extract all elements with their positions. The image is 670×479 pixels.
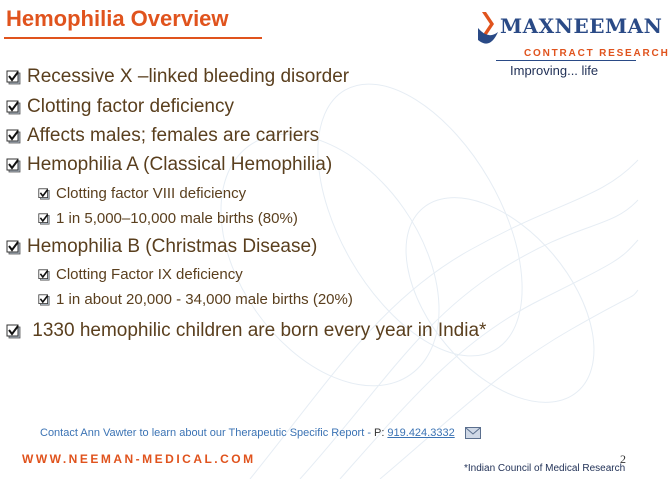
- bullet-item: [6, 96, 234, 118]
- phone-link[interactable]: 919.424.3332: [387, 427, 455, 439]
- contact-line: [40, 427, 481, 439]
- logo-name: MAXNEEMAN: [500, 14, 663, 38]
- bullet-text: Clotting factor VIII deficiency: [56, 185, 247, 202]
- title-underline: [4, 37, 262, 39]
- logo-tagline: Improving... life: [510, 63, 599, 78]
- checkbox-bullet-icon: [38, 269, 50, 281]
- bullet-text: Clotting factor deficiency: [27, 96, 234, 117]
- bullet-text: Hemophilia A (Classical Hemophilia): [27, 154, 333, 175]
- footnote: *Indian Council of Medical Research: [464, 463, 626, 474]
- footer-website: WWW.NEEMAN-MEDICAL.COM: [22, 452, 256, 466]
- checkbox-bullet-icon: [6, 324, 21, 339]
- bullet-item: [6, 236, 317, 258]
- bullet-item: [6, 66, 349, 88]
- bullet-text: Hemophilia B (Christmas Disease): [27, 236, 318, 257]
- bullet-text: Affects males; females are carriers: [27, 125, 320, 146]
- logo-subtitle: CONTRACT RESEARCH: [524, 48, 670, 59]
- checkbox-bullet-icon: [38, 213, 50, 225]
- bullet-text: Clotting Factor IX deficiency: [56, 266, 243, 283]
- bullet-text: Recessive X –linked bleeding disorder: [27, 66, 350, 87]
- sub-bullet-item: [38, 291, 353, 308]
- checkbox-bullet-icon: [6, 70, 21, 85]
- checkbox-bullet-icon: [38, 188, 50, 200]
- sub-bullet-item: [38, 266, 243, 283]
- bullet-text: 1330 hemophilic children are born every year in India*: [27, 320, 487, 341]
- checkbox-bullet-icon: [6, 129, 21, 144]
- phone-label: P:: [374, 427, 385, 439]
- checkbox-bullet-icon: [38, 294, 50, 306]
- email-icon[interactable]: [465, 427, 481, 439]
- company-logo: [476, 8, 670, 80]
- logo-divider: [496, 60, 636, 61]
- page-title: Hemophilia Overview: [6, 6, 229, 31]
- checkbox-bullet-icon: [6, 100, 21, 115]
- contact-text: Contact Ann Vawter to learn about our Therapeutic Specific Report -: [40, 427, 371, 439]
- bullet-text: 1 in about 20,000 - 34,000 male births (20%): [56, 291, 353, 308]
- checkbox-bullet-icon: [6, 240, 21, 255]
- bullet-item: [6, 154, 332, 176]
- bullet-item: [6, 320, 486, 342]
- bullet-item: [6, 125, 319, 147]
- sub-bullet-item: [38, 185, 246, 202]
- page-number: 2: [620, 452, 626, 466]
- logo-mark-icon: [476, 10, 502, 50]
- sub-bullet-item: [38, 210, 298, 227]
- checkbox-bullet-icon: [6, 158, 21, 173]
- bullet-text: 1 in 5,000–10,000 male births (80%): [56, 210, 298, 227]
